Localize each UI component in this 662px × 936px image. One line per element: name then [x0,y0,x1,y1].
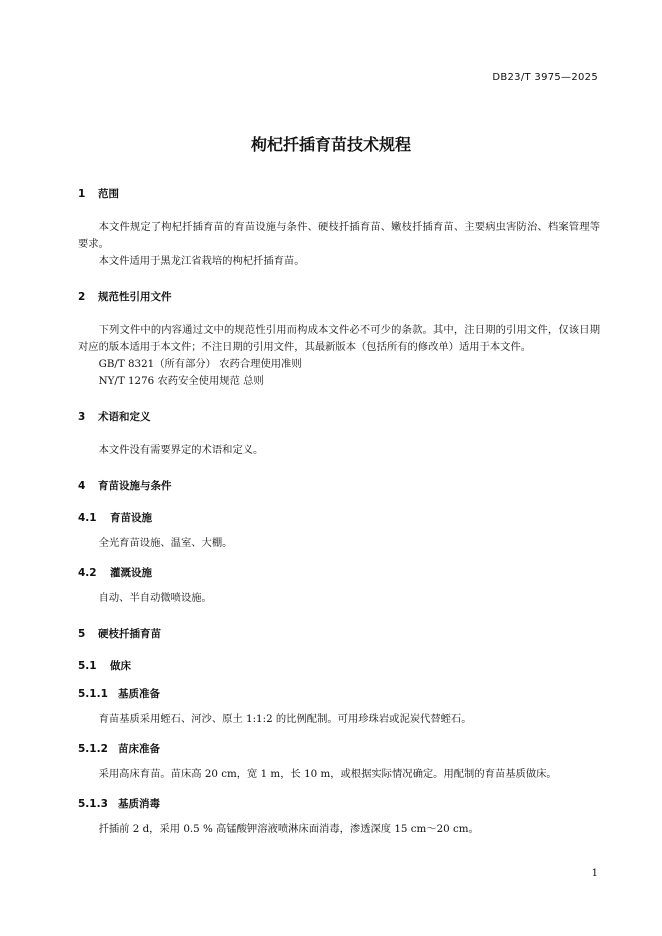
section-heading-5-1 [78,659,600,673]
reference-item: NY/T 1276 农药安全使用规范 总则 [98,375,264,387]
paragraph: 本文件规定了枸杞扦插育苗的育苗设施与条件、硬枝扦插育苗、嫩枝扦插育苗、主要病虫害防治、档案管理等要求。 [78,221,600,250]
reference-item: GB/T 8321（所有部分） 农药合理使用准则 [98,358,302,370]
paragraph: 育苗基质采用蛭石、河沙、原土 1:1:2 的比例配制。可用珍珠岩或泥炭代替蛭石。 [98,713,472,725]
section-heading-4-1 [78,511,600,525]
section-number: 4 [78,480,86,492]
section-number: 4.2 [78,567,97,579]
section-heading-2 [78,290,600,304]
paragraph: 扦插前 2 d，采用 0.5 % 高锰酸钾溶液喷淋床面消毒，渗透深度 15 cm～20 cm。 [98,823,479,835]
section-number: 5 [78,628,86,640]
section-number: 2 [78,291,86,303]
section-title: 育苗设施与条件 [98,480,172,492]
section-title: 做床 [110,660,131,672]
section-title: 规范性引用文件 [98,291,172,303]
document-body [78,187,600,838]
paragraph: 全光育苗设施、温室、大棚。 [98,537,233,549]
section-number: 3 [78,411,86,423]
section-number: 5.1 [78,660,97,672]
document-title: 枸杞扦插育苗技术规程 [250,135,411,154]
section-heading-5-1-2 [78,742,600,756]
section-title: 育苗设施 [110,512,152,524]
section-heading-3 [78,410,600,424]
paragraph: 自动、半自动微喷设施。 [98,592,212,604]
section-heading-4 [78,479,600,493]
section-title: 基质准备 [118,688,160,700]
section-title: 苗床准备 [118,743,160,755]
section-heading-4-2 [78,566,600,580]
page-number: 1 [591,868,598,879]
section-title: 术语和定义 [98,411,151,423]
paragraph: 本文件没有需要界定的术语和定义。 [98,444,264,456]
paragraph: 采用高床育苗。苗床高 20 cm，宽 1 m，长 10 m，或根据实际情况确定。用配制的育苗基质做床。 [98,768,557,780]
paragraph: 下列文件中的内容通过文中的规范性引用而构成本文件必不可少的条款。其中，注日期的引用文件，仅该日期对应的版本适用于本文件；不注日期的引用文件，其最新版本（包括所有的修改单）适用于本文件。 [78,324,600,353]
section-heading-5-1-3 [78,797,600,811]
section-title: 灌溉设施 [110,567,152,579]
paragraph: 本文件适用于黑龙江省栽培的枸杞扦插育苗。 [98,255,305,267]
section-heading-1 [78,187,600,201]
section-title: 硬枝扦插育苗 [98,628,161,640]
section-number: 5.1.2 [78,743,108,755]
section-number: 1 [78,188,86,200]
section-number: 5.1.3 [78,798,108,810]
section-number: 5.1.1 [78,688,108,700]
section-number: 4.1 [78,512,97,524]
document-code: DB23/T 3975—2025 [492,72,598,83]
section-title: 基质消毒 [118,798,160,810]
section-heading-5-1-1 [78,687,600,701]
section-heading-5 [78,627,600,641]
section-title: 范围 [98,188,119,200]
